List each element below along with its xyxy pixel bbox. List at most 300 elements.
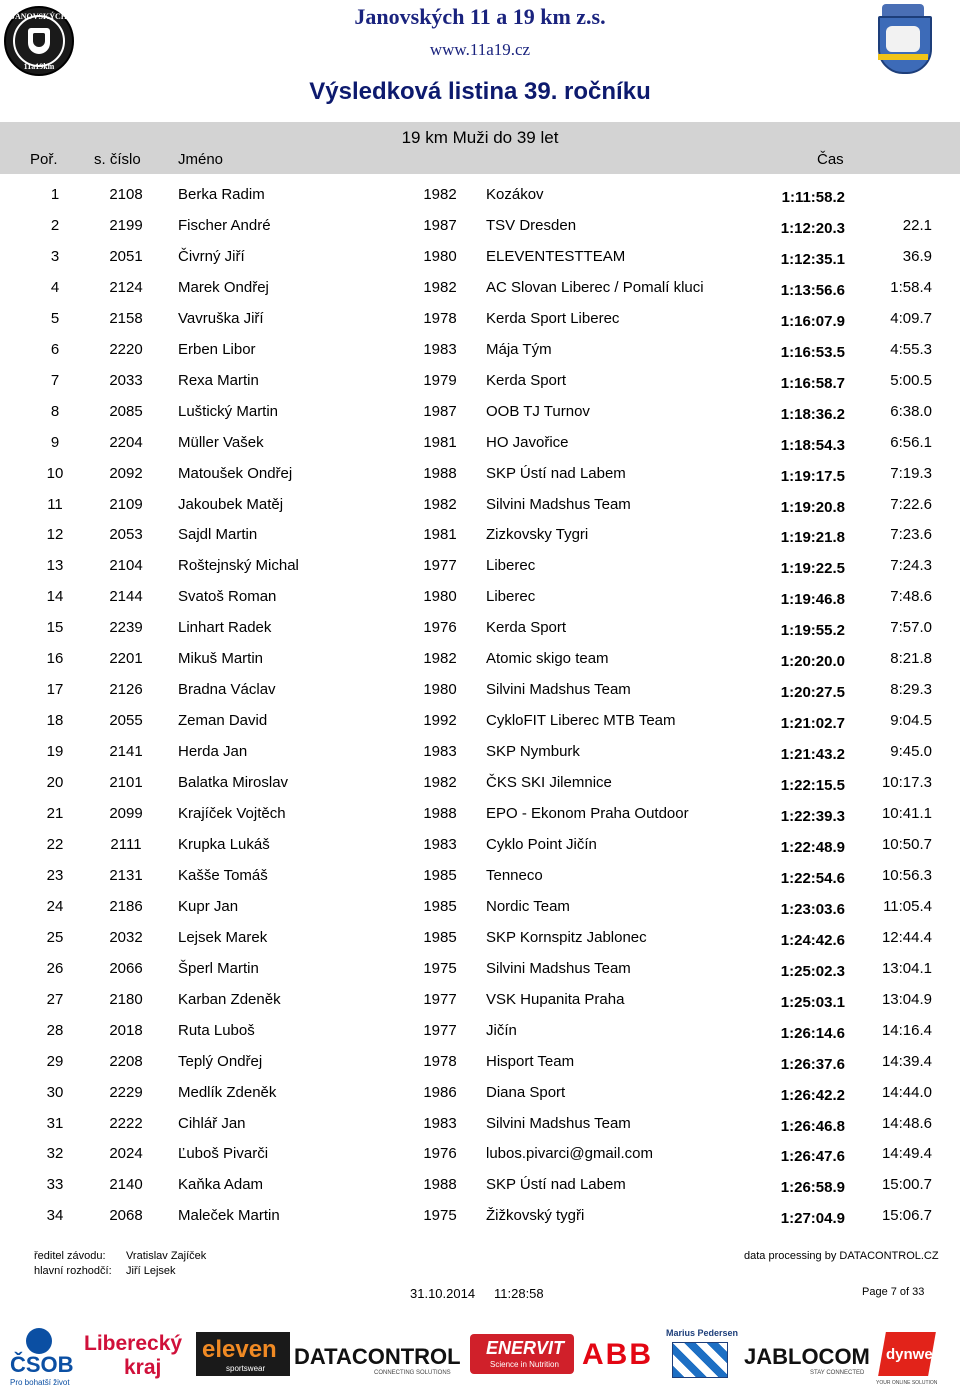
cell-time: 1:13:56.6 xyxy=(780,282,845,299)
cell-position: 32 xyxy=(46,1145,64,1162)
cell-club: Silvini Madshus Team xyxy=(486,681,631,698)
cell-start-number: 2085 xyxy=(109,403,143,420)
cell-start-number: 2239 xyxy=(109,619,143,636)
cell-club: CykloFIT Liberec MTB Team xyxy=(486,712,676,729)
cell-position: 23 xyxy=(46,867,64,884)
jablocom-tagline: STAY CONNECTED xyxy=(810,1370,865,1376)
table-row xyxy=(0,211,960,242)
cell-name: Marek Ondřej xyxy=(178,279,269,296)
cell-start-number: 2109 xyxy=(109,496,143,513)
cell-time: 1:22:15.5 xyxy=(780,777,845,794)
cell-time-loss: 6:56.1 xyxy=(890,434,932,451)
cell-birth-year: 1977 xyxy=(423,1022,457,1039)
logo-text-bottom: 11a19km xyxy=(23,62,55,71)
page-number: Page 7 of 33 xyxy=(862,1286,925,1298)
cell-name: Rexa Martin xyxy=(178,372,259,389)
cell-position: 8 xyxy=(50,403,60,420)
cell-position: 22 xyxy=(46,836,64,853)
cell-time: 1:20:20.0 xyxy=(780,653,845,670)
cell-name: Kupr Jan xyxy=(178,898,239,915)
cell-start-number: 2066 xyxy=(109,960,143,977)
cell-time-loss: 4:55.3 xyxy=(890,341,932,358)
marius-text: Marius Pedersen xyxy=(666,1328,739,1338)
cell-time: 1:12:35.1 xyxy=(780,251,845,268)
col-header-time: Čas xyxy=(817,151,844,168)
cell-name: Roštejnský Michal xyxy=(178,557,299,574)
cell-time-loss: 10:41.1 xyxy=(881,805,932,822)
cell-position: 9 xyxy=(50,434,60,451)
table-row xyxy=(0,737,960,768)
table-row xyxy=(0,459,960,490)
cell-name: Balatka Miroslav xyxy=(178,774,289,791)
cell-name: Zeman David xyxy=(178,712,268,729)
abb-text: ABB xyxy=(582,1338,653,1371)
results-subtitle: Výsledková listina 39. ročníku xyxy=(309,78,651,105)
cell-time-loss: 15:00.7 xyxy=(881,1176,932,1193)
cell-club: Kerda Sport Liberec xyxy=(486,310,620,327)
cell-time: 1:26:42.2 xyxy=(780,1087,845,1104)
cell-start-number: 2199 xyxy=(109,217,143,234)
cell-club: AC Slovan Liberec / Pomalí kluci xyxy=(486,279,704,296)
cell-birth-year: 1981 xyxy=(423,526,457,543)
cell-club: Hisport Team xyxy=(486,1053,575,1070)
cell-position: 11 xyxy=(47,496,63,513)
cell-time-loss: 9:04.5 xyxy=(890,712,932,729)
cell-time-loss: 5:00.5 xyxy=(890,372,932,389)
cell-time-loss: 4:09.7 xyxy=(890,310,932,327)
cell-club: Nordic Team xyxy=(486,898,570,915)
cell-time-loss: 36.9 xyxy=(902,248,932,265)
cell-position: 2 xyxy=(50,217,60,234)
cell-club: Silvini Madshus Team xyxy=(486,1115,631,1132)
cell-start-number: 2024 xyxy=(109,1145,143,1162)
cell-club: Kerda Sport xyxy=(486,372,567,389)
cell-start-number: 2208 xyxy=(109,1053,143,1070)
cell-name: Erben Libor xyxy=(178,341,256,358)
cell-time: 1:18:36.2 xyxy=(780,406,845,423)
cell-name: Kašše Tomáš xyxy=(178,867,268,884)
cell-birth-year: 1977 xyxy=(423,991,457,1008)
table-row xyxy=(0,923,960,954)
cell-club: Atomic skigo team xyxy=(486,650,609,667)
marius-pedersen-logo xyxy=(662,1328,738,1386)
cell-position: 17 xyxy=(46,681,64,698)
cell-club: Diana Sport xyxy=(486,1084,566,1101)
cell-club: Silvini Madshus Team xyxy=(486,496,631,513)
cell-start-number: 2033 xyxy=(109,372,143,389)
table-row xyxy=(0,830,960,861)
cell-club: SKP Ústí nad Labem xyxy=(486,1176,626,1193)
cell-club: Žižkovský tygři xyxy=(486,1207,585,1224)
cell-start-number: 2222 xyxy=(109,1115,143,1132)
cell-time-loss: 7:19.3 xyxy=(890,465,932,482)
cell-start-number: 2204 xyxy=(109,434,143,451)
dynweb-logo xyxy=(874,1328,954,1386)
cell-name: Svatoš Roman xyxy=(178,588,277,605)
cell-time-loss: 7:22.6 xyxy=(890,496,932,513)
dynweb-tagline: YOUR ONLINE SOLUTION xyxy=(876,1380,938,1386)
cell-time: 1:16:07.9 xyxy=(780,313,845,330)
table-row xyxy=(0,706,960,737)
datacontrol-tagline: CONNECTING SOLUTIONS xyxy=(374,1370,451,1376)
cell-position: 27 xyxy=(46,991,64,1008)
table-row xyxy=(0,675,960,706)
cell-time-loss: 14:39.4 xyxy=(881,1053,932,1070)
table-row xyxy=(0,1047,960,1078)
cell-birth-year: 1980 xyxy=(423,588,457,605)
cell-time: 1:26:37.6 xyxy=(780,1056,845,1073)
cell-time-loss: 10:56.3 xyxy=(881,867,932,884)
cell-birth-year: 1982 xyxy=(423,186,457,203)
cell-club: SKP Nymburk xyxy=(486,743,580,760)
cell-club: Kerda Sport xyxy=(486,619,567,636)
liberec-text-1: Liberecký xyxy=(84,1332,183,1355)
cell-time-loss: 9:45.0 xyxy=(890,743,932,760)
cell-club: Zizkovsky Tygri xyxy=(486,526,589,543)
cell-position: 13 xyxy=(46,557,64,574)
cell-birth-year: 1986 xyxy=(423,1084,457,1101)
cell-position: 21 xyxy=(46,805,64,822)
table-row xyxy=(0,1016,960,1047)
cell-time: 1:26:46.8 xyxy=(780,1118,845,1135)
cell-start-number: 2126 xyxy=(109,681,143,698)
cell-start-number: 2099 xyxy=(109,805,143,822)
cell-start-number: 2201 xyxy=(109,650,143,667)
cell-start-number: 2186 xyxy=(109,898,143,915)
table-row xyxy=(0,954,960,985)
cell-club: ČKS SKI Jilemnice xyxy=(486,774,612,791)
csob-text: ČSOB xyxy=(10,1352,74,1377)
cell-name: Kaňka Adam xyxy=(178,1176,264,1193)
cell-position: 24 xyxy=(46,898,64,915)
cell-name: Ruta Luboš xyxy=(178,1022,255,1039)
cell-start-number: 2144 xyxy=(109,588,143,605)
print-date: 31.10.2014 xyxy=(410,1286,476,1301)
cell-time: 1:22:48.9 xyxy=(780,839,845,856)
enervit-logo xyxy=(470,1334,574,1374)
cell-position: 20 xyxy=(46,774,64,791)
organizer-title: Janovských 11 a 19 km z.s. xyxy=(354,4,606,29)
cell-club: Mája Tým xyxy=(486,341,552,358)
cell-name: Matoušek Ondřej xyxy=(178,465,293,482)
csob-circle-icon xyxy=(26,1328,52,1354)
cell-name: Müller Vašek xyxy=(178,434,264,451)
col-header-number: s. číslo xyxy=(94,151,141,168)
cell-birth-year: 1982 xyxy=(423,650,457,667)
cell-birth-year: 1980 xyxy=(423,681,457,698)
table-row xyxy=(0,180,960,211)
cell-position: 14 xyxy=(46,588,64,605)
enervit-tagline: Science in Nutrition xyxy=(490,1360,559,1369)
cell-name: Krupka Lukáš xyxy=(178,836,270,853)
cell-time-loss: 14:48.6 xyxy=(881,1115,932,1132)
cell-name: Fischer André xyxy=(178,217,271,234)
director-label: ředitel závodu: xyxy=(34,1250,106,1262)
dynweb-text: dynweb xyxy=(886,1346,942,1363)
cell-birth-year: 1988 xyxy=(423,1176,457,1193)
table-row xyxy=(0,490,960,521)
cell-name: Medlík Zdeněk xyxy=(178,1084,277,1101)
cell-position: 1 xyxy=(50,186,60,203)
table-row xyxy=(0,1170,960,1201)
cell-name: Linhart Radek xyxy=(178,619,272,636)
table-row xyxy=(0,428,960,459)
cell-start-number: 2180 xyxy=(109,991,143,1008)
table-row xyxy=(0,1201,960,1232)
table-row xyxy=(0,799,960,830)
cell-time: 1:21:43.2 xyxy=(780,746,845,763)
cell-position: 34 xyxy=(46,1207,64,1224)
table-row xyxy=(0,613,960,644)
cell-time: 1:26:47.6 xyxy=(780,1148,845,1165)
cell-time: 1:25:02.3 xyxy=(780,963,845,980)
cell-time: 1:27:04.9 xyxy=(780,1210,845,1227)
cell-name: Krajíček Vojtěch xyxy=(178,805,286,822)
liberec-text-2: kraj xyxy=(124,1356,162,1379)
director-name: Vratislav Zajíček xyxy=(126,1250,207,1262)
cell-birth-year: 1985 xyxy=(423,929,457,946)
cell-start-number: 2141 xyxy=(109,743,143,760)
cell-time-loss: 14:49.4 xyxy=(881,1145,932,1162)
cell-birth-year: 1988 xyxy=(423,805,457,822)
cell-time-loss: 6:38.0 xyxy=(890,403,932,420)
cell-birth-year: 1983 xyxy=(423,836,457,853)
col-header-position: Poř. xyxy=(30,151,58,168)
cell-club: Tenneco xyxy=(486,867,543,884)
cell-position: 25 xyxy=(46,929,64,946)
sponsor-strip xyxy=(0,1318,960,1399)
cell-time: 1:26:58.9 xyxy=(780,1179,845,1196)
cell-start-number: 2101 xyxy=(109,774,143,791)
csob-tagline: Pro bohatší život xyxy=(10,1378,70,1387)
cell-birth-year: 1982 xyxy=(423,774,457,791)
cell-time: 1:11:58.2 xyxy=(781,189,845,206)
cell-birth-year: 1985 xyxy=(423,867,457,884)
cell-position: 12 xyxy=(46,526,64,543)
cell-birth-year: 1987 xyxy=(423,217,457,234)
cell-time: 1:25:03.1 xyxy=(780,994,845,1011)
cell-start-number: 2018 xyxy=(109,1022,143,1039)
cell-time: 1:19:17.5 xyxy=(780,468,845,485)
cell-name: Šperl Martin xyxy=(178,960,259,977)
cell-club: Liberec xyxy=(486,588,536,605)
cell-time-loss: 11:05.4 xyxy=(883,898,932,915)
cell-time: 1:16:53.5 xyxy=(780,344,845,361)
table-row xyxy=(0,861,960,892)
abb-logo xyxy=(582,1328,656,1386)
cell-time: 1:24:42.6 xyxy=(780,932,845,949)
data-processing-credit: data processing by DATACONTROL.CZ xyxy=(744,1250,939,1262)
cell-club: HO Javořice xyxy=(486,434,569,451)
cell-time-loss: 13:04.9 xyxy=(881,991,932,1008)
cell-name: Luštický Martin xyxy=(178,403,279,420)
cell-name: Berka Radim xyxy=(178,186,265,203)
cell-club: TSV Dresden xyxy=(486,217,577,234)
cell-position: 33 xyxy=(46,1176,64,1193)
cell-start-number: 2220 xyxy=(109,341,143,358)
cell-time: 1:20:27.5 xyxy=(780,684,845,701)
cell-time: 1:19:21.8 xyxy=(780,529,845,546)
cell-position: 6 xyxy=(50,341,60,358)
cell-name: Jakoubek Matěj xyxy=(178,496,284,513)
cell-start-number: 2051 xyxy=(109,248,143,265)
cell-birth-year: 1975 xyxy=(423,960,457,977)
col-header-name: Jméno xyxy=(178,151,224,168)
table-row xyxy=(0,273,960,304)
datacontrol-logo xyxy=(294,1328,466,1386)
cell-birth-year: 1982 xyxy=(423,496,457,513)
cell-birth-year: 1983 xyxy=(423,743,457,760)
cell-time: 1:19:20.8 xyxy=(780,499,845,516)
cell-time-loss: 7:24.3 xyxy=(890,557,932,574)
table-row xyxy=(0,644,960,675)
cell-birth-year: 1976 xyxy=(423,1145,457,1162)
table-row xyxy=(0,1109,960,1140)
cell-birth-year: 1980 xyxy=(423,248,457,265)
cell-position: 10 xyxy=(46,465,64,482)
cell-birth-year: 1981 xyxy=(423,434,457,451)
cell-club: Kozákov xyxy=(486,186,544,203)
cell-club: Silvini Madshus Team xyxy=(486,960,631,977)
table-row xyxy=(0,335,960,366)
table-row xyxy=(0,768,960,799)
logo-text-top: JANOVSKÝCH xyxy=(10,12,67,21)
cell-start-number: 2068 xyxy=(109,1207,143,1224)
cell-birth-year: 1975 xyxy=(423,1207,457,1224)
cell-position: 16 xyxy=(46,650,64,667)
eleven-text: eleven xyxy=(202,1336,277,1363)
cell-start-number: 2055 xyxy=(109,712,143,729)
cell-name: Ľuboš Pivarči xyxy=(178,1145,269,1162)
cell-time: 1:16:58.7 xyxy=(780,375,845,392)
cell-name: Herda Jan xyxy=(178,743,248,760)
referee-label: hlavní rozhodčí: xyxy=(34,1265,112,1277)
table-row xyxy=(0,551,960,582)
cell-time: 1:12:20.3 xyxy=(780,220,845,237)
cell-time-loss: 7:23.6 xyxy=(890,526,932,543)
datacontrol-text: DATACONTROL xyxy=(294,1344,461,1369)
cell-birth-year: 1977 xyxy=(423,557,457,574)
cell-start-number: 2124 xyxy=(109,279,143,296)
cell-name: Karban Zdeněk xyxy=(178,991,281,1008)
cell-name: Mikuš Martin xyxy=(178,650,264,667)
cell-birth-year: 1978 xyxy=(423,1053,457,1070)
cell-position: 18 xyxy=(46,712,64,729)
cell-name: Maleček Martin xyxy=(178,1207,280,1224)
cell-start-number: 2229 xyxy=(109,1084,143,1101)
cell-time-loss: 1:58.4 xyxy=(890,279,932,296)
cell-time-loss: 10:50.7 xyxy=(881,836,932,853)
table-row xyxy=(0,1078,960,1109)
cell-position: 4 xyxy=(50,279,60,296)
cell-birth-year: 1979 xyxy=(423,372,457,389)
cell-start-number: 2053 xyxy=(109,526,143,543)
cell-time-loss: 8:21.8 xyxy=(890,650,932,667)
enervit-text: ENERVIT xyxy=(486,1338,565,1358)
cell-club: ELEVENTESTTEAM xyxy=(486,248,626,265)
cell-position: 30 xyxy=(46,1084,64,1101)
cell-club: SKP Kornspitz Jablonec xyxy=(486,929,647,946)
cell-position: 29 xyxy=(46,1053,64,1070)
cell-name: Čivrný Jiří xyxy=(178,248,245,265)
cell-time: 1:19:22.5 xyxy=(780,560,845,577)
cell-time-loss: 15:06.7 xyxy=(881,1207,932,1224)
category-title: 19 km Muži do 39 let xyxy=(401,128,559,147)
liberec-region-logo xyxy=(84,1328,194,1386)
cell-time-loss: 14:16.4 xyxy=(881,1022,932,1039)
table-row xyxy=(0,1139,960,1170)
print-time: 11:28:58 xyxy=(494,1286,544,1301)
cell-club: Liberec xyxy=(486,557,536,574)
cell-time-loss: 12:44.4 xyxy=(881,929,932,946)
jablocom-logo xyxy=(744,1328,868,1386)
cell-start-number: 2032 xyxy=(109,929,143,946)
cell-club: OOB TJ Turnov xyxy=(486,403,590,420)
cell-time: 1:22:39.3 xyxy=(780,808,845,825)
cell-position: 3 xyxy=(50,248,60,265)
website-link[interactable]: www.11a19.cz xyxy=(429,40,531,59)
cell-position: 15 xyxy=(46,619,64,636)
cell-birth-year: 1988 xyxy=(423,465,457,482)
cell-start-number: 2092 xyxy=(109,465,143,482)
cell-position: 19 xyxy=(46,743,64,760)
table-row xyxy=(0,520,960,551)
jablocom-text: JABLOCOM xyxy=(744,1344,870,1369)
cell-position: 5 xyxy=(50,310,60,327)
cell-position: 31 xyxy=(46,1115,64,1132)
cell-start-number: 2108 xyxy=(109,186,143,203)
cell-time: 1:19:55.2 xyxy=(780,622,845,639)
cell-club: VSK Hupanita Praha xyxy=(486,991,625,1008)
cell-time-loss: 14:44.0 xyxy=(881,1084,932,1101)
cell-time: 1:23:03.6 xyxy=(780,901,845,918)
cell-name: Sajdl Martin xyxy=(178,526,258,543)
table-row xyxy=(0,242,960,273)
table-row xyxy=(0,985,960,1016)
cell-position: 7 xyxy=(50,372,60,389)
cell-club: SKP Ústí nad Labem xyxy=(486,465,626,482)
cell-position: 26 xyxy=(46,960,64,977)
cell-time-loss: 7:48.6 xyxy=(890,588,932,605)
cell-time: 1:18:54.3 xyxy=(780,437,845,454)
cell-start-number: 2111 xyxy=(110,836,142,853)
cell-time-loss: 13:04.1 xyxy=(881,960,932,977)
cell-time-loss: 7:57.0 xyxy=(890,619,932,636)
cell-birth-year: 1982 xyxy=(423,279,457,296)
cell-position: 28 xyxy=(46,1022,64,1039)
cell-start-number: 2140 xyxy=(109,1176,143,1193)
cell-start-number: 2104 xyxy=(109,557,143,574)
cell-club: lubos.pivarci@gmail.com xyxy=(486,1145,653,1162)
cell-time: 1:22:54.6 xyxy=(780,870,845,887)
cell-birth-year: 1985 xyxy=(423,898,457,915)
table-row xyxy=(0,582,960,613)
cell-name: Vavruška Jiří xyxy=(178,310,264,327)
cell-birth-year: 1983 xyxy=(423,1115,457,1132)
table-row xyxy=(0,397,960,428)
cell-club: Cyklo Point Jičín xyxy=(486,836,597,853)
cell-birth-year: 1976 xyxy=(423,619,457,636)
cell-name: Lejsek Marek xyxy=(178,929,268,946)
referee-name: Jiří Lejsek xyxy=(126,1265,176,1277)
cell-time: 1:21:02.7 xyxy=(780,715,845,732)
cell-birth-year: 1992 xyxy=(423,712,457,729)
cell-name: Bradna Václav xyxy=(178,681,276,698)
eleven-logo xyxy=(196,1332,290,1376)
cell-club: EPO - Ekonom Praha Outdoor xyxy=(486,805,689,822)
cell-time-loss: 8:29.3 xyxy=(890,681,932,698)
cell-time: 1:26:14.6 xyxy=(780,1025,845,1042)
